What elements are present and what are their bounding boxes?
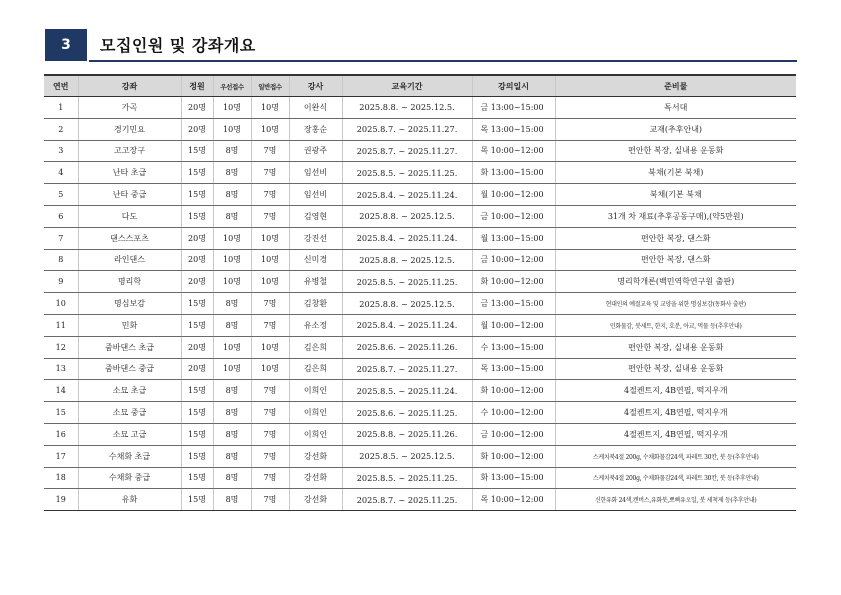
cell-period: 2025.8.8. ~ 2025.12.5. — [342, 293, 472, 315]
cell-capacity: 15명 — [181, 380, 213, 402]
cell-priority: 10명 — [213, 336, 251, 358]
cell-supplies: 편안한 복장, 실내용 운동화 — [555, 140, 796, 162]
table-row — [44, 205, 796, 227]
cell-priority: 8명 — [213, 205, 251, 227]
cell-instructor: 강진선 — [289, 227, 342, 249]
cell-priority: 8명 — [213, 380, 251, 402]
cell-no: 14 — [44, 380, 78, 402]
table-row — [44, 249, 796, 271]
cell-capacity: 15명 — [181, 205, 213, 227]
table-row — [44, 314, 796, 336]
cell-supplies: 편안한 복장, 실내용 운동화 — [555, 358, 796, 380]
cell-period: 2025.8.6. ~ 2025.11.25. — [342, 402, 472, 424]
cell-instructor: 이희인 — [289, 402, 342, 424]
cell-course: 가곡 — [78, 97, 181, 119]
course-table — [44, 74, 796, 511]
cell-period: 2025.8.8. ~ 2025.12.5. — [342, 97, 472, 119]
header-period: 교육기간 — [342, 75, 472, 97]
cell-capacity: 20명 — [181, 249, 213, 271]
cell-priority: 10명 — [213, 118, 251, 140]
table-row — [44, 97, 796, 119]
table-header-row — [44, 75, 796, 97]
cell-schedule: 화 10:00~12:00 — [472, 380, 555, 402]
cell-schedule: 화 10:00~12:00 — [472, 271, 555, 293]
header-schedule: 강의일시 — [472, 75, 555, 97]
cell-schedule: 수 10:00~12:00 — [472, 402, 555, 424]
cell-instructor: 유병철 — [289, 271, 342, 293]
cell-priority: 10명 — [213, 97, 251, 119]
cell-schedule: 화 13:00~15:00 — [472, 162, 555, 184]
cell-capacity: 20명 — [181, 118, 213, 140]
cell-no: 1 — [44, 97, 78, 119]
cell-instructor: 임선비 — [289, 184, 342, 206]
cell-general: 7명 — [251, 402, 289, 424]
cell-supplies: 스케치북4절 200g, 수채화물감24색, 파레트 30칸, 붓 등(추후안내) — [555, 445, 796, 467]
cell-capacity: 15명 — [181, 402, 213, 424]
cell-schedule: 월 10:00~12:00 — [472, 184, 555, 206]
cell-supplies: 명리학개론(백민역학연구원 출판) — [555, 271, 796, 293]
cell-supplies: 독서대 — [555, 97, 796, 119]
table-row — [44, 423, 796, 445]
cell-general: 7명 — [251, 380, 289, 402]
cell-no: 15 — [44, 402, 78, 424]
table-row — [44, 118, 796, 140]
cell-priority: 8명 — [213, 314, 251, 336]
cell-general: 7명 — [251, 184, 289, 206]
cell-instructor: 임선비 — [289, 162, 342, 184]
cell-course: 소묘 초급 — [78, 380, 181, 402]
cell-capacity: 20명 — [181, 271, 213, 293]
cell-schedule: 금 10:00~12:00 — [472, 249, 555, 271]
cell-course: 유화 — [78, 489, 181, 511]
cell-general: 10명 — [251, 118, 289, 140]
cell-general: 7명 — [251, 293, 289, 315]
cell-period: 2025.8.4. ~ 2025.11.24. — [342, 314, 472, 336]
cell-no: 3 — [44, 140, 78, 162]
cell-capacity: 15명 — [181, 423, 213, 445]
cell-supplies: 현대인의 예절교육 및 교양을 위한 명심보감(동화사 출판) — [555, 293, 796, 315]
cell-course: 난타 초급 — [78, 162, 181, 184]
cell-period: 2025.8.5. ~ 2025.11.24. — [342, 380, 472, 402]
cell-no: 5 — [44, 184, 78, 206]
cell-general: 10명 — [251, 97, 289, 119]
cell-priority: 10명 — [213, 271, 251, 293]
table-row — [44, 140, 796, 162]
cell-instructor: 김영현 — [289, 205, 342, 227]
cell-course: 수채화 중급 — [78, 467, 181, 489]
cell-course: 댄스스포츠 — [78, 227, 181, 249]
cell-period: 2025.8.8. ~ 2025.12.5. — [342, 205, 472, 227]
cell-general: 7명 — [251, 205, 289, 227]
header-capacity: 정원 — [181, 75, 213, 97]
cell-no: 7 — [44, 227, 78, 249]
cell-priority: 8명 — [213, 467, 251, 489]
cell-period: 2025.8.7. ~ 2025.11.27. — [342, 118, 472, 140]
cell-no: 19 — [44, 489, 78, 511]
cell-instructor: 강선화 — [289, 489, 342, 511]
cell-period: 2025.8.5. ~ 2025.11.25. — [342, 271, 472, 293]
cell-instructor: 이희인 — [289, 380, 342, 402]
cell-instructor: 권광주 — [289, 140, 342, 162]
cell-period: 2025.8.5. ~ 2025.11.25. — [342, 162, 472, 184]
cell-general: 10명 — [251, 227, 289, 249]
cell-priority: 8명 — [213, 489, 251, 511]
table-row — [44, 336, 796, 358]
table-row — [44, 184, 796, 206]
cell-no: 16 — [44, 423, 78, 445]
cell-course: 명심보감 — [78, 293, 181, 315]
cell-no: 9 — [44, 271, 78, 293]
cell-instructor: 김은희 — [289, 336, 342, 358]
cell-supplies: 4절켄트지, 4B연필, 떡지우개 — [555, 402, 796, 424]
cell-no: 2 — [44, 118, 78, 140]
cell-capacity: 15명 — [181, 489, 213, 511]
cell-priority: 8명 — [213, 423, 251, 445]
cell-general: 10명 — [251, 249, 289, 271]
cell-no: 17 — [44, 445, 78, 467]
cell-capacity: 15명 — [181, 184, 213, 206]
cell-no: 4 — [44, 162, 78, 184]
cell-general: 10명 — [251, 358, 289, 380]
cell-supplies: 4절켄트지, 4B연필, 떡지우개 — [555, 380, 796, 402]
cell-schedule: 월 10:00~12:00 — [472, 314, 555, 336]
table-row — [44, 402, 796, 424]
cell-general: 10명 — [251, 271, 289, 293]
cell-period: 2025.8.7. ~ 2025.11.25. — [342, 489, 472, 511]
cell-capacity: 20명 — [181, 336, 213, 358]
cell-instructor: 이완식 — [289, 97, 342, 119]
cell-course: 고고장구 — [78, 140, 181, 162]
cell-priority: 8명 — [213, 162, 251, 184]
cell-instructor: 김은희 — [289, 358, 342, 380]
header-course: 강좌 — [78, 75, 181, 97]
cell-capacity: 15명 — [181, 314, 213, 336]
section-title: 모집인원 및 강좌개요 — [100, 36, 256, 55]
cell-instructor: 유소정 — [289, 314, 342, 336]
cell-course: 수채화 초급 — [78, 445, 181, 467]
cell-supplies: 스케치북4절 200g, 수채화물감24색, 파레트 30칸, 붓 등(추후안내) — [555, 467, 796, 489]
cell-supplies: 편안한 복장, 실내용 운동화 — [555, 336, 796, 358]
cell-schedule: 금 10:00~12:00 — [472, 423, 555, 445]
cell-schedule: 금 13:00~15:00 — [472, 293, 555, 315]
cell-general: 7명 — [251, 445, 289, 467]
cell-general: 7명 — [251, 467, 289, 489]
cell-priority: 10명 — [213, 227, 251, 249]
cell-supplies: 북채(기본 북채) — [555, 162, 796, 184]
cell-course: 줌바댄스 중급 — [78, 358, 181, 380]
table-row — [44, 467, 796, 489]
cell-period: 2025.8.8. ~ 2025.12.5. — [342, 249, 472, 271]
cell-supplies: 민화물감, 붓세트, 한지, 호분, 아교, 먹물 등(추후안내) — [555, 314, 796, 336]
table-row — [44, 445, 796, 467]
cell-course: 소묘 고급 — [78, 423, 181, 445]
table-row — [44, 380, 796, 402]
cell-instructor: 강선화 — [289, 445, 342, 467]
cell-supplies: 편안한 복장, 댄스화 — [555, 227, 796, 249]
cell-period: 2025.8.6. ~ 2025.11.26. — [342, 336, 472, 358]
cell-course: 라인댄스 — [78, 249, 181, 271]
cell-capacity: 15명 — [181, 162, 213, 184]
table-row — [44, 227, 796, 249]
cell-course: 다도 — [78, 205, 181, 227]
cell-general: 7명 — [251, 140, 289, 162]
cell-instructor: 이희인 — [289, 423, 342, 445]
cell-course: 소묘 중급 — [78, 402, 181, 424]
cell-priority: 10명 — [213, 358, 251, 380]
cell-capacity: 15명 — [181, 467, 213, 489]
section-number: 3 — [45, 29, 87, 61]
cell-schedule: 목 13:00~15:00 — [472, 118, 555, 140]
cell-period: 2025.8.7. ~ 2025.11.27. — [342, 358, 472, 380]
table-row — [44, 293, 796, 315]
cell-period: 2025.8.4. ~ 2025.11.24. — [342, 184, 472, 206]
cell-supplies: 편안한 복장, 댄스화 — [555, 249, 796, 271]
cell-capacity: 20명 — [181, 97, 213, 119]
cell-period: 2025.8.8. ~ 2025.11.26. — [342, 423, 472, 445]
cell-instructor: 강선화 — [289, 467, 342, 489]
cell-supplies: 북채(기본 북채 — [555, 184, 796, 206]
cell-schedule: 화 10:00~12:00 — [472, 445, 555, 467]
cell-period: 2025.8.7. ~ 2025.11.27. — [342, 140, 472, 162]
table-row — [44, 162, 796, 184]
cell-schedule: 목 10:00~12:00 — [472, 140, 555, 162]
cell-general: 7명 — [251, 162, 289, 184]
cell-course: 난타 중급 — [78, 184, 181, 206]
cell-no: 13 — [44, 358, 78, 380]
cell-schedule: 금 10:00~12:00 — [472, 205, 555, 227]
cell-course: 민화 — [78, 314, 181, 336]
cell-instructor: 김창환 — [289, 293, 342, 315]
cell-priority: 8명 — [213, 402, 251, 424]
cell-instructor: 장홍순 — [289, 118, 342, 140]
cell-supplies: 4절켄트지, 4B연필, 떡지우개 — [555, 423, 796, 445]
cell-no: 10 — [44, 293, 78, 315]
cell-supplies: 신한유화 24색,캔버스,유화붓,뽀삐유오일, 붓 세척제 등(추후안내) — [555, 489, 796, 511]
cell-period: 2025.8.5. ~ 2025.11.25. — [342, 467, 472, 489]
table-row — [44, 358, 796, 380]
cell-schedule: 금 13:00~15:00 — [472, 97, 555, 119]
cell-course: 줌바댄스 초급 — [78, 336, 181, 358]
header-instructor: 강사 — [289, 75, 342, 97]
cell-capacity: 20명 — [181, 227, 213, 249]
cell-supplies: 교재(추후안내) — [555, 118, 796, 140]
cell-capacity: 15명 — [181, 293, 213, 315]
cell-general: 7명 — [251, 423, 289, 445]
header-no: 연번 — [44, 75, 78, 97]
cell-priority: 8명 — [213, 184, 251, 206]
cell-general: 7명 — [251, 314, 289, 336]
cell-schedule: 목 10:00~12:00 — [472, 489, 555, 511]
cell-schedule: 월 13:00~15:00 — [472, 227, 555, 249]
cell-priority: 8명 — [213, 445, 251, 467]
header-general: 일반접수 — [251, 75, 289, 97]
cell-priority: 10명 — [213, 249, 251, 271]
cell-period: 2025.8.5. ~ 2025.12.5. — [342, 445, 472, 467]
cell-capacity: 20명 — [181, 358, 213, 380]
cell-general: 7명 — [251, 489, 289, 511]
cell-capacity: 15명 — [181, 140, 213, 162]
cell-no: 12 — [44, 336, 78, 358]
cell-no: 18 — [44, 467, 78, 489]
cell-priority: 8명 — [213, 140, 251, 162]
cell-no: 8 — [44, 249, 78, 271]
cell-course: 경기민요 — [78, 118, 181, 140]
cell-period: 2025.8.4. ~ 2025.11.24. — [342, 227, 472, 249]
cell-supplies: 31개 차 재료(추후공동구매),(약5만원) — [555, 205, 796, 227]
cell-capacity: 15명 — [181, 445, 213, 467]
table-row — [44, 489, 796, 511]
header-supplies: 준비물 — [555, 75, 796, 97]
cell-schedule: 화 13:00~15:00 — [472, 467, 555, 489]
cell-no: 11 — [44, 314, 78, 336]
cell-no: 6 — [44, 205, 78, 227]
cell-course: 명리학 — [78, 271, 181, 293]
cell-schedule: 수 13:00~15:00 — [472, 336, 555, 358]
cell-general: 10명 — [251, 336, 289, 358]
cell-instructor: 신미경 — [289, 249, 342, 271]
header-priority: 우선접수 — [213, 75, 251, 97]
cell-schedule: 목 13:00~15:00 — [472, 358, 555, 380]
cell-priority: 8명 — [213, 293, 251, 315]
table-row — [44, 271, 796, 293]
section-divider — [89, 60, 797, 62]
